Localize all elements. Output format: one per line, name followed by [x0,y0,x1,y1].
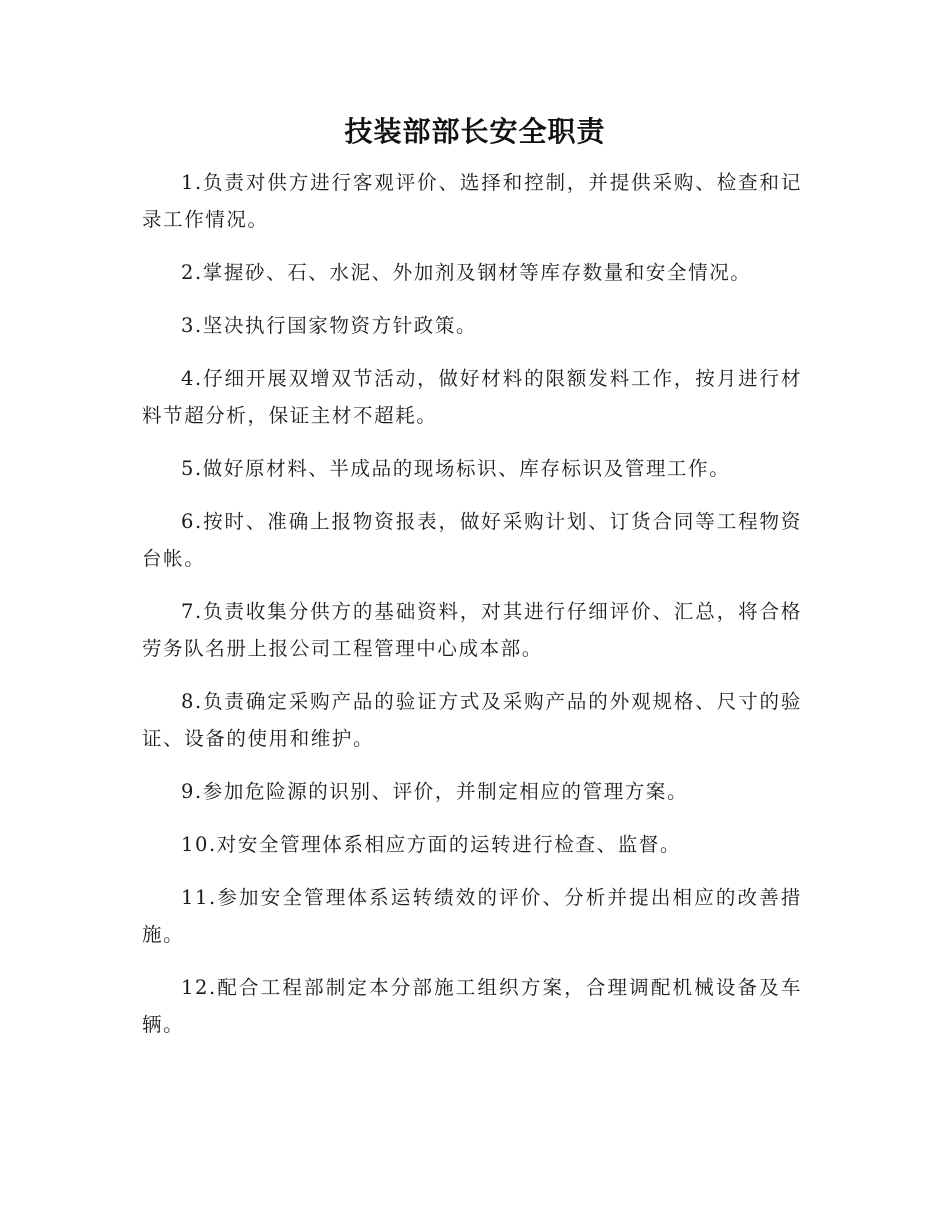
document-body [142,164,802,1059]
duty-item-10: 10.对安全管理体系相应方面的运转进行检查、监督。 [181,833,682,856]
duty-item-12: 12.配合工程部制定本分部施工组织方案，合理调配机械设备及车辆。 [142,976,802,1036]
document-title: 技装部部长安全职责 [344,115,606,148]
duty-item-9: 9.参加危险源的识别、评价，并制定相应的管理方案。 [181,780,689,803]
duty-item-3: 3.坚决执行国家物资方针政策。 [181,314,478,337]
duty-item-11: 11.参加安全管理体系运转绩效的评价、分析并提出相应的改善措施。 [142,886,802,946]
duty-item-5: 5.做好原材料、半成品的现场标识、库存标识及管理工作。 [181,457,731,480]
duty-item-4: 4.仔细开展双增双节活动，做好材料的限额发料工作，按月进行材料节超分析，保证主材不超耗。 [142,367,802,427]
duty-item-6: 6.按时、准确上报物资报表，做好采购计划、订货合同等工程物资台帐。 [142,510,802,570]
duty-item-7: 7.负责收集分供方的基础资料，对其进行仔细评价、汇总，将合格劳务队名册上报公司工程管理中心成本部。 [142,600,802,660]
duty-item-2: 2.掌握砂、石、水泥、外加剂及钢材等库存数量和安全情况。 [181,261,752,284]
duty-item-1: 1.负责对供方进行客观评价、选择和控制，并提供采购、检查和记录工作情况。 [142,171,802,231]
duty-item-8: 8.负责确定采购产品的验证方式及采购产品的外观规格、尺寸的验证、设备的使用和维护。 [142,690,802,750]
